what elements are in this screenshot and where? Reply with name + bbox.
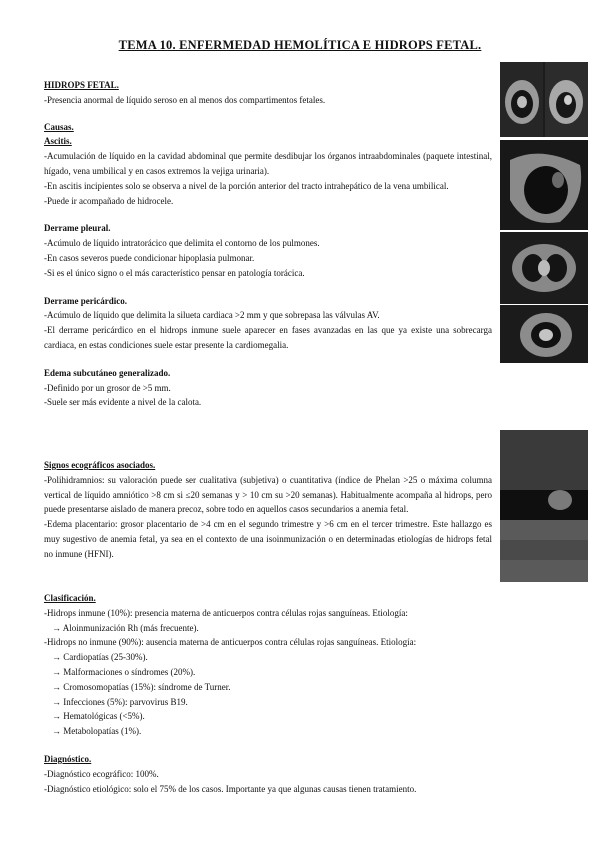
pericardico-line: -Acúmulo de líquido que delimita la silueta cardiaca >2 mm y que sobrepasa las válvulas AV. [44,310,380,321]
signos-line: -Polihidramnios: su valoración puede ser cualitativa (subjetiva) o cuantitativa (índice de Phelan >25 o máxima columna vertical de líquido amniótico >8 cm si ≤20 semanas y > 10 cm su >20 semanas). Habitualmente acompaña al hidrops, pero puede presentarse aislado de manera precoz, sobre todo en aquellos casos secundarios a anemia fetal. [44,474,492,515]
no-inmune-item: → Metabolopatías (1%). [52,726,142,737]
hidrops-heading: HIDROPS FETAL. [44,80,119,90]
derrame-pericardico-heading: Derrame pericárdico. [44,295,127,306]
ultrasound-image-ascitis [500,62,588,137]
main-section [44,78,492,410]
diagnostico-line: -Diagnóstico ecográfico: 100%. [44,768,159,779]
diagnostico-heading: Diagnóstico. [44,753,92,764]
diagnostico-line: -Diagnóstico etiológico: solo el 75% de los casos. Importante ya que algunas causas tienen tratamiento. [44,783,417,794]
inmune-line: -Hidrops inmune (10%): presencia materna de anticuerpos contra células rojas sanguíneas. Etiología: [44,607,408,618]
ultrasound-image-pleural [500,232,588,304]
no-inmune-line: -Hidrops no inmune (90%): ausencia materna de anticuerpos contra células rojas sanguíneas. Etiología: [44,637,417,648]
ascitis-line: -Puede ir acompañado de hidrocele. [44,195,174,206]
no-inmune-item: → Cardiopatías (25-30%). [52,652,148,663]
ultrasound-image-placenta [500,430,588,582]
pleural-line: -En casos severos puede condicionar hipoplasia pulmonar. [44,252,255,263]
clasificacion-heading: Clasificación. [44,593,96,603]
pleural-line: -Acúmulo de líquido intratorácico que delimita el contorno de los pulmones. [44,238,320,249]
no-inmune-item: → Malformaciones o síndromes (20%). [52,666,196,677]
clasificacion-section [44,591,500,796]
derrame-pleural-heading: Derrame pleural. [44,223,111,234]
ascitis-heading: Ascitis. [44,136,72,147]
hidrops-definition: -Presencia anormal de líquido seroso en al menos dos compartimentos fetales. [44,94,326,105]
ascitis-line: -Acumulación de líquido en la cavidad abdominal que permite desdibujar los órganos intraabdominales (paquete intestinal, hígado, vena umbilical y en casos extremos la vejiga urinaria). [44,151,492,176]
signos-section [44,458,492,562]
ascitis-line: -En ascitis incipientes solo se observa a nivel de la porción anterior del tracto intrahepático de la vena umbilical. [44,180,449,191]
edema-line: -Suele ser más evidente a nivel de la calota. [44,397,202,408]
edema-line: -Definido por un grosor de >5 mm. [44,382,171,393]
page-title: TEMA 10. ENFERMEDAD HEMOLÍTICA E HIDROPS FETAL. [118,38,482,52]
ultrasound-image-abdomen [500,140,588,230]
pleural-line: -Si es el único signo o el más característico pensar en patología torácica. [44,267,305,278]
causas-heading: Causas. [44,121,74,132]
signos-line: -Edema placentario: grosor placentario de >4 cm en el segundo trimestre y >6 cm en el tercer trimestre. Este hallazgo es muy sugestivo de anemia fetal, ya sea en el contexto de una isoinmunización o en determinadas etiologías de hidrops fetal no inmune (HFNI). [44,519,492,559]
pericardico-line: -El derrame pericárdico en el hidrops inmune suele aparecer en fases avanzadas en las que ya existe una sobrecarga cardiaca, en estas condiciones suele estar presente la cardiomegalia. [44,325,492,350]
no-inmune-item: → Hematológicas (<5%). [52,711,145,722]
no-inmune-item: → Cromosomopatías (15%): síndrome de Turner. [52,681,231,692]
inmune-item: → Aloinmunización Rh (más frecuente). [52,622,199,633]
signos-heading: Signos ecográficos asociados. [44,460,156,470]
ultrasound-image-pericardial [500,305,588,363]
no-inmune-item: → Infecciones (5%): parvovirus B19. [52,696,188,707]
edema-heading: Edema subcutáneo generalizado. [44,367,171,378]
